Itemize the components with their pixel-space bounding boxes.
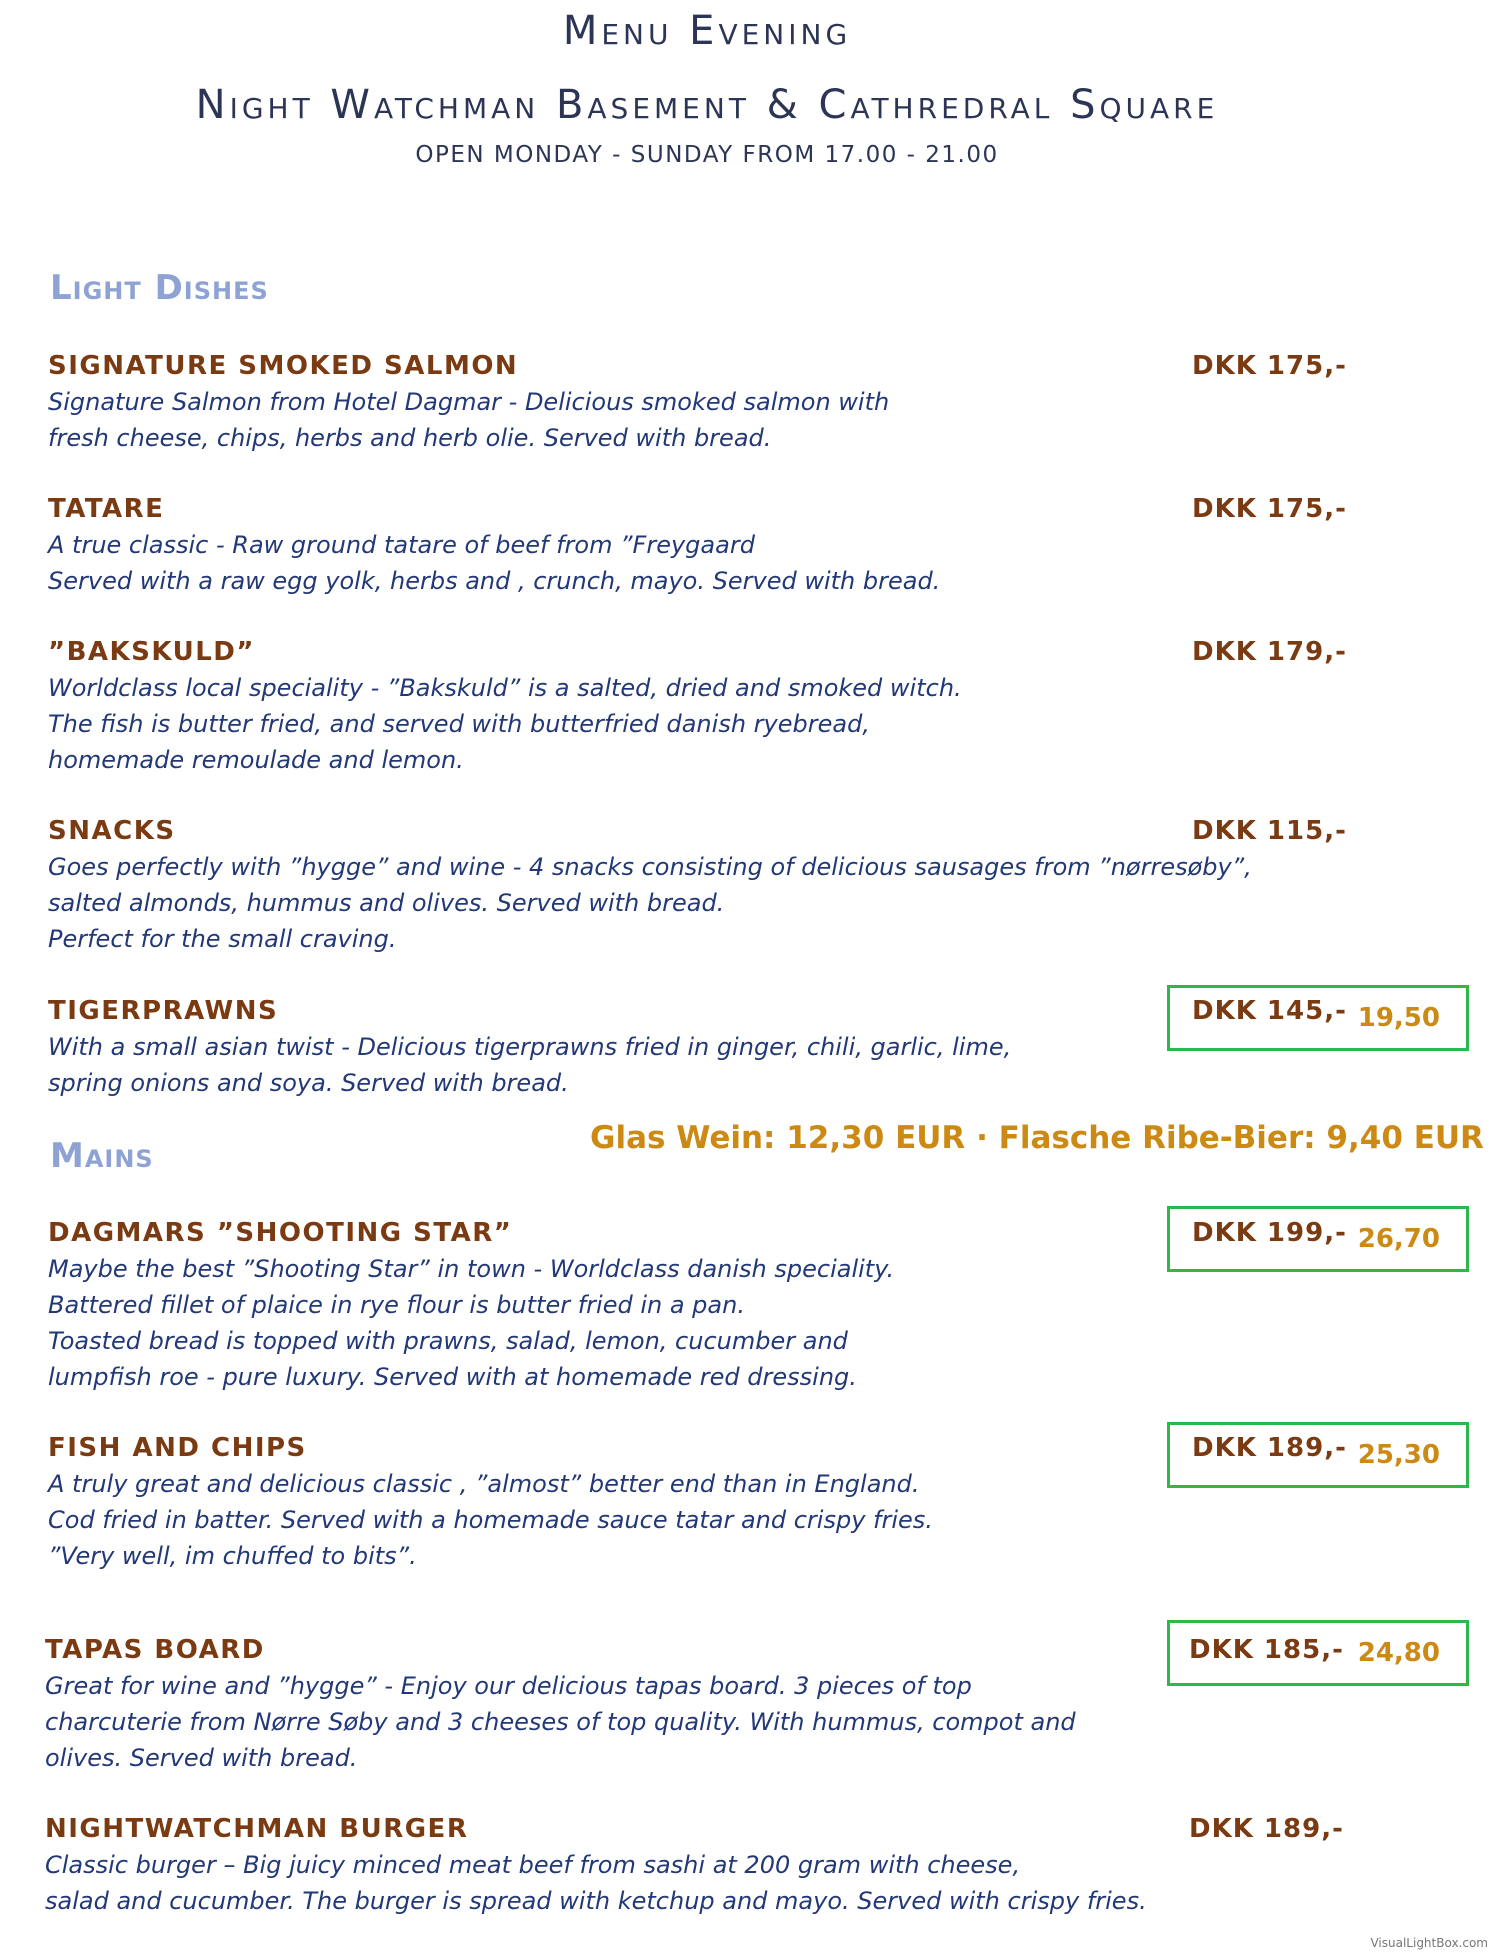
eur-price: 25,30 bbox=[1357, 1440, 1440, 1470]
item-description bbox=[48, 527, 940, 599]
description-line: Toasted bread is topped with prawns, salad, lemon, cucumber and bbox=[48, 1327, 848, 1355]
item-name: DAGMARS ”SHOOTING STAR” bbox=[48, 1218, 513, 1248]
eur-price-box bbox=[1167, 985, 1469, 1051]
eur-price: 26,70 bbox=[1357, 1224, 1440, 1254]
item-description bbox=[48, 670, 962, 778]
watermark: VisualLightBox.com bbox=[1370, 1936, 1488, 1950]
description-line: salad and cucumber. The burger is spread with ketchup and mayo. Served with crispy fries. bbox=[45, 1887, 1147, 1915]
menu-title: Menu Evening bbox=[562, 8, 852, 54]
eur-price-box bbox=[1167, 1422, 1469, 1488]
description-line: spring onions and soya. Served with bread. bbox=[48, 1069, 569, 1097]
item-name: SIGNATURE SMOKED SALMON bbox=[48, 351, 519, 381]
location-title: Night Watchman Basement & Cathredral Square bbox=[195, 82, 1219, 128]
eur-price: 19,50 bbox=[1357, 1003, 1440, 1033]
description-line: A truly great and delicious classic , ”almost” better end than in England. bbox=[48, 1470, 920, 1498]
description-line: Worldclass local speciality - ”Bakskuld” is a salted, dried and smoked witch. bbox=[48, 674, 962, 702]
eur-price-box bbox=[1167, 1206, 1469, 1272]
item-name: NIGHTWATCHMAN BURGER bbox=[45, 1814, 469, 1844]
item-description bbox=[48, 1029, 1011, 1101]
item-price: DKK 145,- bbox=[1192, 996, 1347, 1026]
section-title-mains: Mains bbox=[50, 1136, 154, 1176]
description-line: The fish is butter fried, and served with butterfried danish ryebread, bbox=[48, 710, 870, 738]
item-name: FISH AND CHIPS bbox=[48, 1433, 307, 1463]
item-name: SNACKS bbox=[48, 816, 176, 846]
description-line: Served with a raw egg yolk, herbs and , crunch, mayo. Served with bread. bbox=[48, 567, 941, 595]
menu-item bbox=[48, 993, 1011, 1101]
description-line: Classic burger – Big juicy minced meat beef from sashi at 200 gram with cheese, bbox=[45, 1851, 1021, 1879]
description-line: Maybe the best ”Shooting Star” in town - Worldclass danish speciality. bbox=[48, 1255, 895, 1283]
description-line: Signature Salmon from Hotel Dagmar - Delicious smoked salmon with bbox=[48, 388, 890, 416]
description-line: homemade remoulade and lemon. bbox=[48, 746, 464, 774]
drinks-price-note: Glas Wein: 12,30 EUR · Flasche Ribe-Bier: 9,40 EUR bbox=[590, 1120, 1484, 1156]
menu-item bbox=[45, 1632, 1076, 1776]
item-name: TATARE bbox=[48, 494, 165, 524]
description-line: Cod fried in batter. Served with a homemade sauce tatar and crispy fries. bbox=[48, 1506, 933, 1534]
item-price: DKK 185,- bbox=[1189, 1635, 1344, 1665]
eur-price: 24,80 bbox=[1357, 1638, 1440, 1668]
item-description bbox=[48, 849, 1252, 957]
menu-item bbox=[48, 634, 962, 778]
menu-item bbox=[48, 491, 940, 599]
item-description bbox=[48, 1251, 894, 1395]
item-price: DKK 115,- bbox=[1192, 816, 1347, 846]
item-description bbox=[45, 1847, 1147, 1919]
item-price: DKK 189,- bbox=[1192, 1433, 1347, 1463]
item-name: ”BAKSKULD” bbox=[48, 637, 255, 667]
item-name: TIGERPRAWNS bbox=[48, 996, 279, 1026]
description-line: salted almonds, hummus and olives. Served with bread. bbox=[48, 889, 725, 917]
description-line: With a small asian twist - Delicious tigerprawns fried in ginger, chili, garlic, lime, bbox=[48, 1033, 1012, 1061]
description-line: lumpfish roe - pure luxury. Served with at homemade red dressing. bbox=[48, 1363, 857, 1391]
eur-price-box bbox=[1167, 1620, 1469, 1686]
description-line: olives. Served with bread. bbox=[45, 1744, 358, 1772]
item-price: DKK 199,- bbox=[1192, 1218, 1347, 1248]
description-line: fresh cheese, chips, herbs and herb olie. Served with bread. bbox=[48, 424, 772, 452]
menu-item bbox=[48, 813, 1252, 957]
description-line: A true classic - Raw ground tatare of beef from ”Freygaard bbox=[48, 531, 755, 559]
description-line: Perfect for the small craving. bbox=[48, 925, 397, 953]
menu-item bbox=[45, 1811, 1147, 1919]
menu-item bbox=[48, 1215, 894, 1395]
item-description bbox=[48, 384, 889, 456]
description-line: Great for wine and ”hygge” - Enjoy our delicious tapas board. 3 pieces of top bbox=[45, 1672, 972, 1700]
description-line: charcuterie from Nørre Søby and 3 cheeses of top quality. With hummus, compot and bbox=[45, 1708, 1076, 1736]
description-line: ”Very well, im chuffed to bits”. bbox=[48, 1542, 417, 1570]
item-name: TAPAS BOARD bbox=[45, 1635, 265, 1665]
item-description bbox=[48, 1466, 933, 1574]
section-title-light-dishes: Light Dishes bbox=[50, 268, 269, 308]
item-price: DKK 189,- bbox=[1189, 1814, 1344, 1844]
item-price: DKK 179,- bbox=[1192, 637, 1347, 667]
description-line: Battered fillet of plaice in rye flour is butter fried in a pan. bbox=[48, 1291, 745, 1319]
item-description bbox=[45, 1668, 1076, 1776]
opening-hours: OPEN MONDAY - SUNDAY FROM 17.00 - 21.00 bbox=[415, 142, 999, 168]
item-price: DKK 175,- bbox=[1192, 494, 1347, 524]
menu-item bbox=[48, 348, 889, 456]
menu-item bbox=[48, 1430, 933, 1574]
description-line: Goes perfectly with ”hygge” and wine - 4 snacks consisting of delicious sausages from ”nørresøby”, bbox=[48, 853, 1252, 881]
item-price: DKK 175,- bbox=[1192, 351, 1347, 381]
